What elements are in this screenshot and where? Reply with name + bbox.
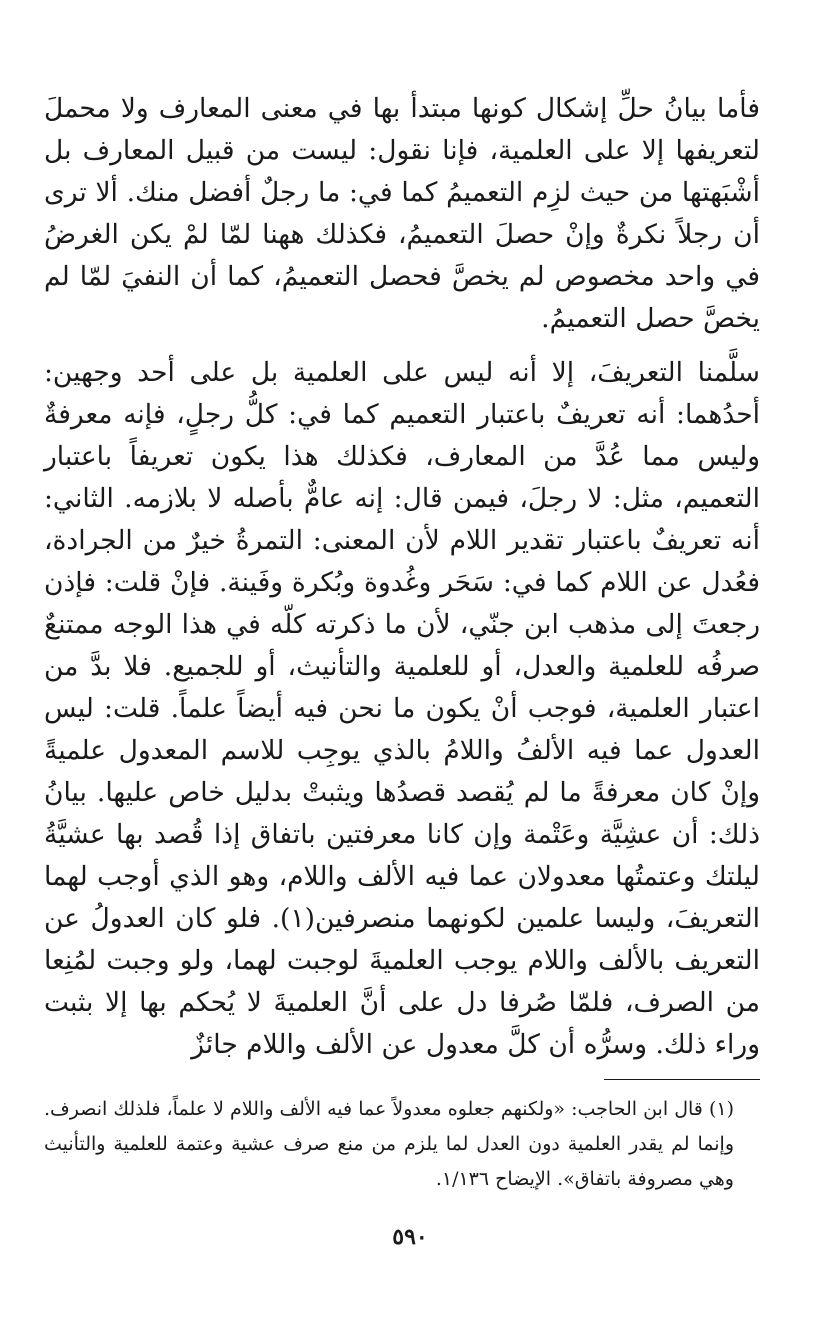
paragraph-2: سلَّمنا التعريفَ، إلا أنه ليس على العلمية بل على أحد وجهين: أحدُهما: أنه تعريفٌ باعتبار التعميم كما في: كلُّ رجلٍ، فإنه معرفةٌ وليس مما عُدَّ من المعارف، فكذلك هذا يكون تعريفاً باعتبار التعميم، مثل: لا رجلَ، فيمن قال: إنه عامٌّ بأصله لا بلازمه. الثاني: أنه تعريفٌ باعتبار تقدير اللام لأن المعنى: التمرةُ خيرٌ من الجرادة، فعُدل عن اللام كما في: سَحَر وغُدوة وبُكرة وفَينة. فإنْ قلت: فإذن رجعتَ إلى مذهب ابن جنّي، لأن ما ذكرته كلّه في هذا الوجه ممتنعٌ صرفُه للعلمية والعدل، أو للعلمية والتأنيث، أو للجميع. فلا بدَّ من اعتبار العلمية، فوجب أنْ يكون ما نحن فيه أيضاً علماً. قلت: ليس العدول عما فيه الألفُ واللامُ بالذي يوجِب للاسم المعدول علميةً وإنْ كان معرفةً ما لم يُقصد قصدُها ويثبتْ بدليل خاص عليها. بيانُ ذلك: أن عشِيَّة وعَتْمة وإن كانا معرفتين باتفاق إذا قُصد بها عشيَّةُ ليلتك وعتمتُها معدولان عما فيه الألف واللام، وهو الذي أوجب لهما التعريفَ، وليسا علمين لكونهما منصرفين(١). فلو كان العدولُ عن التعريف بالألف واللام يوجب العلميةَ لوجبت لهما، ولو وجبت لمُنِعا من الصرف، فلمّا صُرفا دل على أنَّ العلميةَ لا يُحكم بها إلا بثبت وراء ذلك. وسرُّه أن كلَّ معدول عن الألف واللام جائزٌ: [44, 357, 761, 1060]
main-text: [44, 88, 760, 1066]
footnote-divider: [604, 1079, 760, 1080]
footnote: (١) قال ابن الحاجب: «ولكنهم جعلوه معدولاً عما فيه الألف واللام لا علماً، فلذلك انصرف. وإنما لم يقدر العلمية دون العدل لما يلزم من منع صرف عشية وعتمة للعلمية والتأنيث وهي مصروفة باتفاق». الإيضاح ١/١٣٦.: [44, 1098, 734, 1190]
page-number: ٥٩٠: [392, 1224, 428, 1250]
paragraph-1: فأما بيانُ حلِّ إشكال كونها مبتدأ بها في معنى المعارف ولا محملَ لتعريفها إلا على العلمية، فإنا نقول: ليست من قبيل المعارف بل أشْبَهتها من حيث لزِم التعميمُ كما في: ما رجلٌ أفضل منك. ألا ترى أن رجلاً نكرةٌ وإنْ حصلَ التعميمُ، فكذلك ههنا لمّا لمْ يكن الغرضُ في واحد مخصوص لم يخصَّ فحصل التعميمُ، كما أن النفيَ لمّا لم يخصَّ حصل التعميمُ.: [44, 93, 760, 334]
